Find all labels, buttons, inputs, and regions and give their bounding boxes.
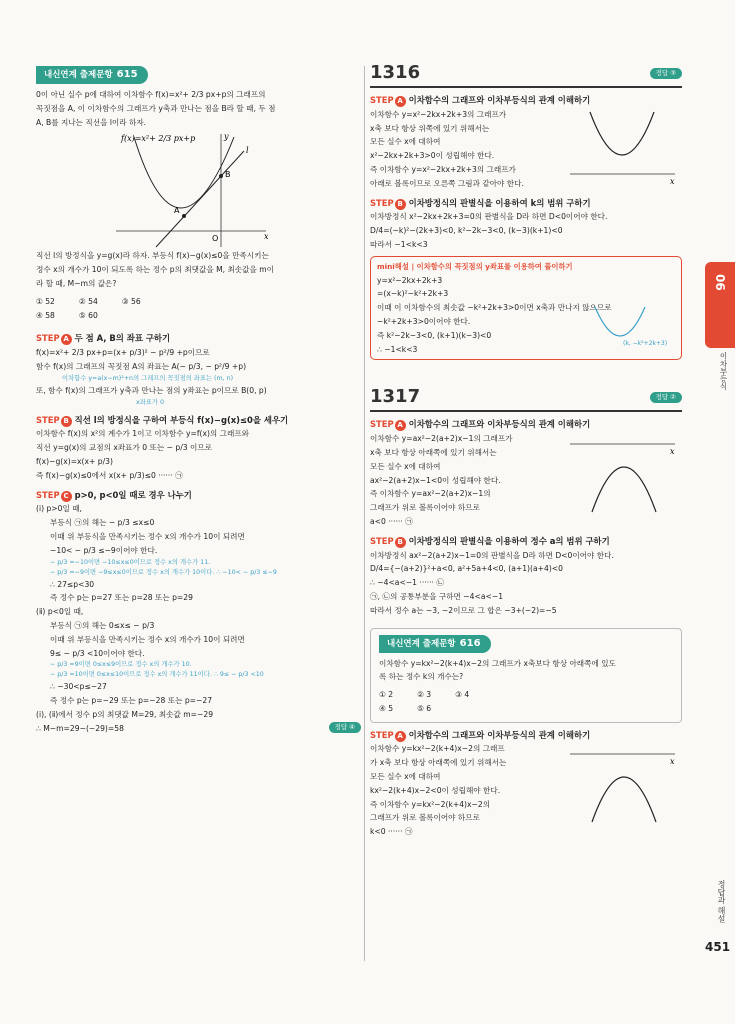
point-b [219,174,223,178]
text-line: ∴ 27≤p<30 [50,579,95,589]
banner-615 [36,66,148,84]
text-line: D/4=(−k)²−(2k+3)<0, k²−2k−3<0, (k−3)(k+1)<0 [370,226,563,236]
answer-badge: 정답 ④ [329,722,361,733]
problem-number: 1316 [370,62,421,83]
downward-parabola-2 [570,742,680,826]
note: − p/3 =9이면 0≤x≤9이므로 정수 x의 개수가 10. [50,661,192,669]
note: − p/3 =−10이면 −10≤x≤0이므로 정수 x의 개수가 11. [50,558,211,566]
text-line: 가 x축 보다 항상 아래쪽에 있기 위해서는 [370,758,507,768]
note: − p/3 =10이면 0≤x≤10이므로 정수 x의 개수가 11이다. ∴ 9≤ − p/3 <10 [50,671,264,679]
text-line: 0이 아닌 실수 p에 대하여 이차함수 f(x)=x²+ 2/3 px+p의 그래프의 [36,90,266,99]
text-line: kx²−2(k+4)x−2<0이 성립해야 한다. [370,785,501,795]
text-line: 이차함수 y=ax²−2(a+2)x−1의 그래프가 [370,434,513,444]
footer-label: 정답과 해설 [717,880,726,923]
text-line: 이때 위 부등식을 만족시키는 정수 x의 개수가 10이 되려면 [50,531,245,541]
answer-badge: 정답 ② [650,392,682,403]
text-line: 직선 y=g(x)의 교점의 x좌표가 0 또는 − p/3 이므로 [36,443,213,453]
answer-badge: 정답 ③ [650,68,682,79]
mini-title: mini해설 | 이차함수의 꼭짓점의 y좌표를 이용하여 풀이하기 [377,261,573,271]
choices-table [36,295,165,323]
svg-text:x: x [670,757,675,767]
text-line: 아래로 볼록이므로 오른쪽 그림과 같아야 한다. [370,178,524,188]
step-c-header: STEP C p>0, p<0일 때로 경우 나누기 [36,489,192,500]
text-line: D/4={−(a+2)}²+a<0, a²+5a+4<0, (a+1)(a+4)<0 [370,564,563,574]
text-line: (ⅰ) p>0일 때, [36,504,82,514]
text-line: 이때 위 부등식을 만족시키는 정수 x의 개수가 10이 되려면 [50,634,245,644]
text-line: 따라서 정수 a는 −3, −2이므로 그 합은 −3+(−2)=−5 [370,605,557,615]
choice: ③ 4 [455,690,470,700]
step-body [370,432,682,529]
text-line: 또, 함수 f(x)의 그래프가 y축과 만나는 점의 y좌표는 p이므로 B(0, p) [36,385,267,395]
point-a [182,214,186,218]
text-line: 즉 정수 p는 p=27 또는 p=28 또는 p=29 [50,593,193,603]
text-line: x²−2kx+2k+3>0이 성립해야 한다. [370,151,495,161]
svg-text:(k, −k²+2k+3): (k, −k²+2k+3) [623,340,668,348]
text-line: 9≤ − p/3 <10이어야 한다. [50,648,145,658]
text-line: 즉 이차함수 y=kx²−2(k+4)x−2의 [370,799,491,809]
step-a-header: STEP A 두 점 A, B의 좌표 구하기 [36,333,171,344]
text-line: 함수 f(x)의 그래프의 꼭짓점 A의 좌표는 A(− p/3, − p²/9 +p) [36,361,247,371]
text-line: −10< − p/3 ≤−9이어야 한다. [50,545,158,555]
text-line: 모든 실수 x에 대하여 [370,461,441,471]
line-l [156,151,244,247]
text-line: (ⅰ), (ⅱ)에서 정수 p의 최댓값 M=29, 최솟값 m=−29 [36,709,214,719]
text-line: 부등식 ㉠의 해는 − p/3 ≤x≤0 [50,518,155,528]
mini-explanation-box [370,256,682,361]
problem-text-2 [36,249,361,290]
a-label: A [174,206,180,216]
problem-1317-header [370,386,682,408]
choice: ⑤ 6 [417,703,432,713]
downward-parabola [570,432,680,516]
origin-label: O [212,234,219,244]
note: − p/3 =−9이면 −9≤x≤0이므로 정수 x의 개수가 10이다. ∴ −10< − p/3 ≤−9 [50,568,277,576]
step-b-header: STEP B 직선 l의 방정식을 구하여 부등식 f(x)−g(x)≤0을 세우기 [36,414,289,425]
column-divider [364,66,365,961]
svg-text:x: x [670,176,675,186]
upward-parabola [570,108,680,188]
text-line: ㉠, ㉡의 공통부분을 구하면 −4<a<−1 [370,591,504,601]
text-line: 꼭짓점을 A, 이 이차함수의 그래프가 y축과 만나는 점을 B라 할 때, 두 점 [36,103,276,113]
text-line: 모든 실수 x에 대하여 [370,772,441,782]
text-line: =(x−k)²−k²+2k+3 [377,289,449,299]
chapter-tab: 06 [705,262,735,348]
text-line: 이차함수 y=kx²−2(k+4)x−2의 그래프 [370,744,505,754]
choice: ② 54 [78,296,98,306]
text-line: 즉 f(x)−g(x)≤0에서 x(x+ p/3)≤0 ······ ㉠ [36,470,183,480]
text-line: 이차함수 y=x²−2kx+2k+3의 그래프가 [370,109,507,119]
note: 이차함수 y=a(x−m)²+n의 그래프의 꼭짓점의 좌표는 (m, n) [62,374,234,382]
text-line: A, B를 지나는 직선을 l이라 하자. [36,117,147,127]
svg-text:x: x [670,447,675,457]
text-line: k<0 ······ ㉠ [370,827,413,837]
step-a-header: STEP A 이차함수의 그래프와 이차부등식의 관계 이해하기 [370,95,591,105]
banner-number: 615 [116,69,138,80]
choices-table [379,688,493,716]
step-a-header: STEP A 이차함수의 그래프와 이차부등식의 관계 이해하기 [370,419,591,430]
divider [370,410,682,412]
text-line: 따라서 −1<k<3 [370,239,428,249]
choice: ⑤ 60 [78,310,98,320]
page-number: 451 [705,940,731,954]
text-line: 모든 실수 x에 대하여 [370,137,441,147]
step-b-header: STEP B 이차방정식의 판별식을 이용하여 정수 a의 범위 구하기 [370,535,610,546]
text-line: 그래프가 위로 볼록이어야 하므로 [370,813,480,823]
text-line: f(x)−g(x)=x(x+ p/3) [36,456,113,466]
step-a-header: STEP A 이차함수의 그래프와 이차부등식의 관계 이해하기 [370,729,591,740]
y-label: y [224,132,229,142]
text-line: 이차함수 y=kx²−2(k+4)x−2의 그래프가 x축보다 항상 아래쪽에 있도 [379,658,616,668]
text-line: ∴ −4<a<−1 ······ ㉡ [370,578,444,588]
mini-graph [585,305,675,355]
choice: ③ 56 [121,296,141,306]
text-line: 이차방정식 x²−2kx+2k+3=0의 판별식을 D라 하면 D<0이어야 한다. [370,212,608,222]
note: x좌표가 0 [136,398,164,406]
text-line: ax²−2(a+2)x−1<0이 성립해야 한다. [370,475,501,485]
text-line: 그래프가 위로 볼록이어야 하므로 [370,503,480,513]
text-line: 이때 이 이차함수의 최솟값 −k²+2k+3>0이면 x축과 만나지 않으므로 [377,303,612,313]
text-line: 즉 k²−2k−3<0, (k+1)(k−3)<0 [377,330,492,340]
b-label: B [225,170,231,180]
text-line: 라 할 때, M−m의 값은? [36,278,117,288]
right-column [370,62,682,839]
choice: ① 52 [36,296,55,306]
problem-1316-header [370,62,682,84]
left-column [36,66,361,736]
l-label: l [246,146,249,156]
choice: ④ 5 [379,703,394,713]
x-label: x [264,232,269,242]
text-line: 즉 이차함수 y=ax²−2(a+2)x−1의 [370,489,491,499]
text-line: 이차함수 f(x)의 x²의 계수가 1이고 이차함수 y=f(x)의 그래프와 [36,429,250,439]
step-body [370,742,682,839]
text-line: ∴ −30<p≤−27 [50,682,107,692]
text-line: y=x²−2kx+2k+3 [377,275,443,285]
text-line: a<0 ······ ㉠ [370,516,413,526]
parabola-curve [134,137,234,208]
banner-label: 내신연계 출제문항 [44,70,113,80]
text-line: 정수 x의 개수가 10이 되도록 하는 정수 p의 최댓값을 M, 최솟값을 m이 [36,265,274,275]
final-line: ∴ M−m=29−(−29)=58 정답 ④ [36,722,361,736]
text-line: 직선 l의 방정식을 y=g(x)라 하자. 부등식 f(x)−g(x)≤0을 만족시키는 [36,251,269,261]
text-line: (ⅱ) p<0일 때, [36,607,84,617]
choice: ② 3 [417,690,432,700]
chapter-label: 이차부등식 [719,352,728,390]
choice: ④ 58 [36,310,55,320]
text-line: x축 보다 항상 아래쪽에 있기 위해서는 [370,447,497,457]
problem-text [36,88,361,129]
text-line: x축 보다 항상 위쪽에 있기 위해서는 [370,123,490,133]
text-line: 부등식 ㉠의 해는 0≤x≤ − p/3 [50,620,155,630]
problem-616-box [370,628,682,723]
divider [370,86,682,88]
choice: ① 2 [379,690,394,700]
text-line: −k²+2k+3>0이어야 한다. [377,316,471,326]
step-body [370,108,682,191]
text-line: f(x)=x²+ 2/3 px+p=(x+ p/3)² − p²/9 +p이므로 [36,348,210,358]
graph-label: f(x)=x²+ 2/3 px+p [121,134,196,144]
text-line: 즉 이차함수 y=x²−2kx+2k+3의 그래프가 [370,164,516,174]
text-line: 즉 정수 p는 p=−29 또는 p=−28 또는 p=−27 [50,696,213,706]
problem-number: 1317 [370,386,421,408]
banner-616: 내신연계 출제문항 616 [379,635,491,653]
text-line: 록 하는 정수 k의 개수는? [379,672,464,682]
step-b-header: STEP B 이차방정식의 판별식을 이용하여 k의 범위 구하기 [370,197,591,208]
parabola-graph [116,129,276,249]
text-line: ∴ −1<k<3 [377,344,418,354]
text-line: 이차방정식 ax²−2(a+2)x−1=0의 판별식을 D라 하면 D<0이어야 한다. [370,550,614,560]
